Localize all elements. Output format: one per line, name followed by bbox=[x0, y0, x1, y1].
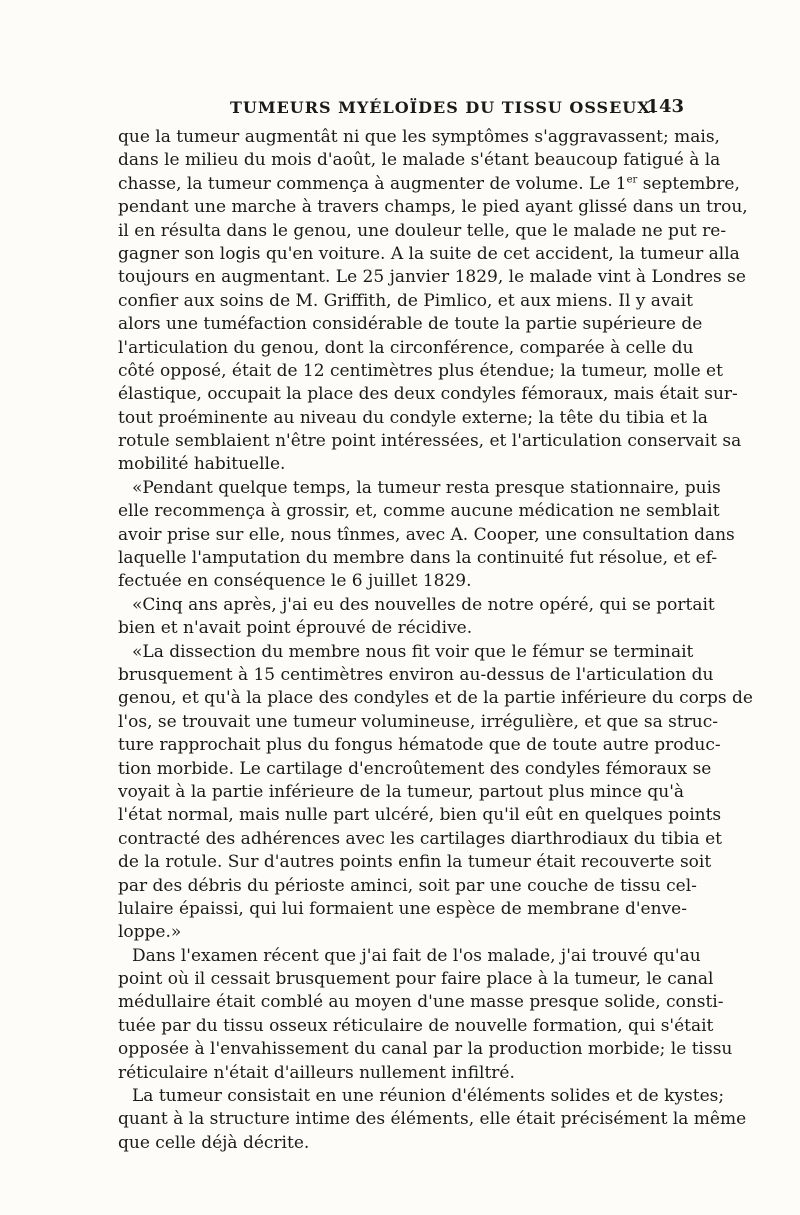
text-line: mobilité habituelle. bbox=[118, 454, 286, 475]
text-line: confier aux soins de M. Griffith, de Pimlico, et aux miens. Il y avait bbox=[118, 290, 693, 311]
text-line: que la tumeur augmentât ni que les symptômes s'aggravassent; mais, bbox=[118, 127, 720, 147]
page-number: 143 bbox=[646, 96, 684, 117]
text-line: toujours en augmentant. Le 25 janvier 1829, le malade vint à Londres se bbox=[118, 267, 746, 288]
text-line: que celle déjà décrite. bbox=[118, 1132, 310, 1153]
text-line: l'os, se trouvait une tumeur volumineuse, irrégulière, et que sa struc- bbox=[118, 711, 719, 732]
text-line: par des débris du périoste aminci, soit par une couche de tissu cel- bbox=[118, 875, 697, 896]
text-line: loppe.» bbox=[118, 922, 182, 943]
text-line: l'état normal, mais nulle part ulcéré, bien qu'il eût en quelques points bbox=[118, 805, 722, 826]
running-title: TUMEURS MYÉLOÏDES DU TISSU OSSEUX. bbox=[230, 98, 658, 117]
text-line: La tumeur consistait en une réunion d'éléments solides et de kystes; bbox=[132, 1086, 725, 1107]
text-line: laquelle l'amputation du membre dans la continuité fut résolue, et ef- bbox=[118, 548, 718, 569]
text-line: Dans l'examen récent que j'ai fait de l'os malade, j'ai trouvé qu'au bbox=[132, 945, 701, 966]
text-line: opposée à l'envahissement du canal par la production morbide; le tissu bbox=[118, 1039, 733, 1060]
text-line: l'articulation du genou, dont la circonférence, comparée à celle du bbox=[118, 337, 694, 358]
body-text bbox=[118, 126, 753, 1155]
text-line: fectuée en conséquence le 6 juillet 1829. bbox=[118, 571, 472, 592]
text-line: avoir prise sur elle, nous tînmes, avec A. Cooper, une consultation dans bbox=[118, 524, 735, 545]
text-line: contracté des adhérences avec les cartilages diarthrodiaux du tibia et bbox=[118, 828, 722, 849]
text-line: tion morbide. Le cartilage d'encroûtement des condyles fémoraux se bbox=[118, 758, 712, 779]
text-line: «La dissection du membre nous fit voir que le fémur se terminait bbox=[132, 641, 694, 662]
text-line: alors une tuméfaction considérable de toute la partie supérieure de bbox=[118, 314, 703, 335]
text-line: elle recommença à grossir, et, comme aucune médication ne semblait bbox=[118, 501, 720, 522]
text-line: chasse, la tumeur commença à augmenter de volume. Le 1er septembre, bbox=[118, 173, 740, 194]
text-line: côté opposé, était de 12 centimètres plus étendue; la tumeur, molle et bbox=[118, 360, 723, 381]
text-line: bien et n'avait point éprouvé de récidive. bbox=[118, 618, 473, 639]
text-line: point où il cessait brusquement pour faire place à la tumeur, le canal bbox=[118, 969, 714, 990]
text-line: «Pendant quelque temps, la tumeur resta presque stationnaire, puis bbox=[132, 477, 721, 498]
text-line: ture rapprochait plus du fongus hématode que de toute autre produc- bbox=[118, 735, 721, 756]
text-line: voyait à la partie inférieure de la tumeur, partout plus mince qu'à bbox=[118, 781, 684, 802]
text-line: dans le milieu du mois d'août, le malade s'étant beaucoup fatigué à la bbox=[118, 150, 721, 171]
text-line: rotule semblaient n'être point intéressées, et l'articulation conservait sa bbox=[118, 431, 742, 452]
text-line: brusquement à 15 centimètres environ au-dessus de l'articulation du bbox=[118, 664, 714, 685]
text-line: quant à la structure intime des éléments, elle était précisément la même bbox=[118, 1109, 747, 1130]
text-line: réticulaire n'était d'ailleurs nullement infiltré. bbox=[118, 1062, 515, 1083]
text-line: pendant une marche à travers champs, le pied ayant glissé dans un trou, bbox=[118, 197, 748, 218]
text-line: tuée par du tissu osseux réticulaire de nouvelle formation, qui s'était bbox=[118, 1015, 714, 1036]
text-line: élastique, occupait la place des deux condyles fémoraux, mais était sur- bbox=[118, 384, 738, 405]
running-header bbox=[118, 96, 684, 126]
text-line: «Cinq ans après, j'ai eu des nouvelles de notre opéré, qui se portait bbox=[132, 594, 715, 615]
text-line: genou, et qu'à la place des condyles et de la partie inférieure du corps de bbox=[118, 688, 753, 709]
text-line: médullaire était comblé au moyen d'une masse presque solide, consti- bbox=[118, 992, 724, 1013]
text-line: lulaire épaissi, qui lui formaient une espèce de membrane d'enve- bbox=[118, 898, 687, 919]
text-line: gagner son logis qu'en voiture. A la suite de cet accident, la tumeur alla bbox=[118, 243, 740, 264]
text-line: de la rotule. Sur d'autres points enfin la tumeur était recouverte soit bbox=[118, 852, 712, 873]
text-line: il en résulta dans le genou, une douleur telle, que le malade ne put re- bbox=[118, 220, 727, 241]
text-line: tout proéminente au niveau du condyle externe; la tête du tibia et la bbox=[118, 407, 708, 428]
